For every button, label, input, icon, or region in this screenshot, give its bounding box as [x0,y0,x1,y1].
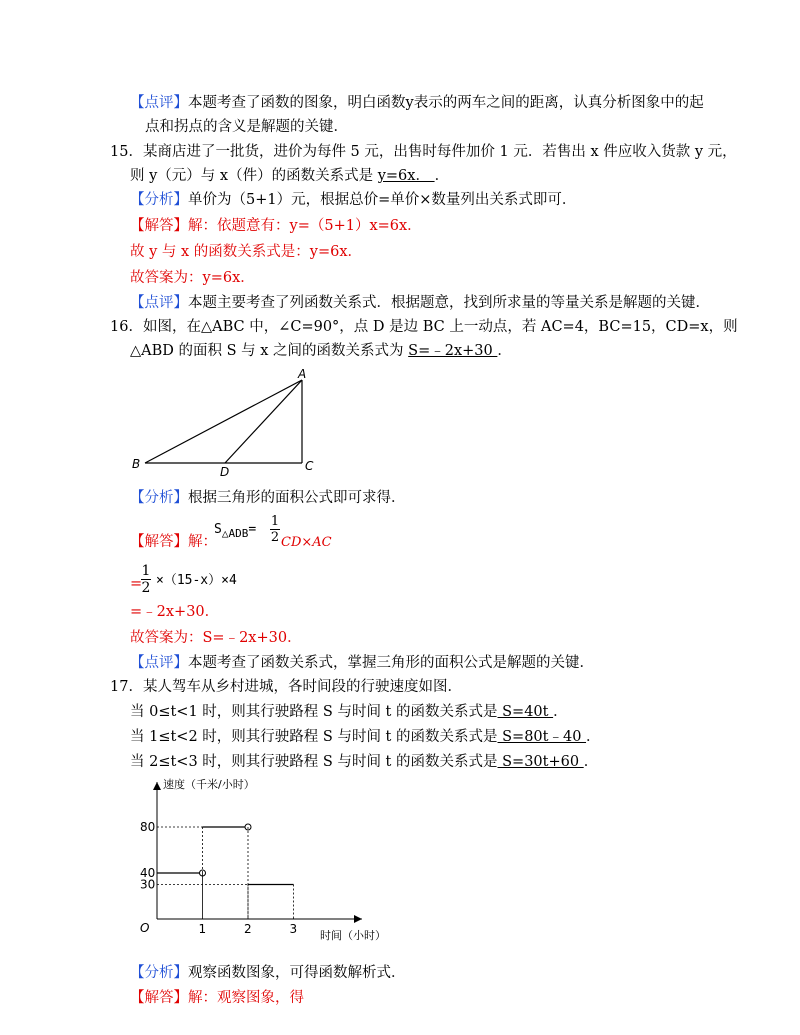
label-d: D [220,465,230,479]
q16-stem-line2: △ABD 的面积 S 与 x 之间的函数关系式为 S=﹣2x+30 ． [130,343,512,359]
x-axis-arrow [354,915,362,923]
q16-solution-tag: 【解答】解： [130,534,217,550]
y-tick-label-40: 40 [140,866,156,880]
comment-tag: 【点评】 [130,95,188,111]
q16-line2-eq: = [130,576,143,592]
y-tick-label-80: 80 [140,820,156,834]
q17-analysis: 【分析】观察函数图象，可得函数解析式． [130,965,406,981]
q15-solution-3: 故答案为：y=6x． [130,270,255,286]
x-axis-label: 时间（小时） [320,929,386,942]
q16-line2-fraction: 1 2 [141,563,151,596]
q17-case-3: 当 2≤t<3 时，则其行驶路程 S 与时间 t 的函数关系式是 S=30t+60 ． [130,754,599,770]
q17-case-2: 当 1≤t<2 时，则其行驶路程 S 与时间 t 的函数关系式是 S=80t﹣40 ． [130,729,601,745]
q15-comment: 【点评】本题主要考查了列函数关系式．根据题意，找到所求量的等量关系是解题的关键． [130,295,710,311]
segment-ab [145,380,302,463]
origin-label: O [140,921,150,935]
triangle-figure [130,365,320,480]
q16-formula-rest: CD×AC [281,535,332,550]
y-axis-arrow [153,782,161,790]
q17-case-1: 当 0≤t<1 时，则其行驶路程 S 与时间 t 的函数关系式是 S=40t ． [130,704,568,720]
q17-solution: 【解答】解：观察图象，得 [130,990,304,1006]
q16-analysis: 【分析】根据三角形的面积公式即可求得． [130,490,406,506]
q15-solution-1: 【解答】解：依题意有：y=（5+1）x=6x． [130,218,422,234]
q16-comment: 【点评】本题考查了函数关系式，掌握三角形的面积公式是解题的关键． [130,655,594,671]
label-b: B [132,457,141,471]
q15-answer-blank: y=6x． [377,168,435,184]
label-c: C [305,459,314,473]
q15-analysis: 【分析】单价为（5+1）元，根据总价=单价×数量列出关系式即可． [130,192,577,208]
segment-ad [225,380,302,463]
q14-comment-line2: 点和拐点的含义是解题的关键． [145,119,348,135]
x-tick-label-2: 2 [244,922,252,936]
x-tick-label-1: 1 [198,922,207,936]
speed-time-chart [130,772,400,947]
q16-line3: =﹣2x+30． [130,604,220,620]
q16-answer-blank: S=﹣2x+30 [408,343,498,359]
q16-line4: 故答案为：S=﹣2x+30． [130,630,302,646]
q14-comment-line1: 【点评】本题考查了函数的图象，明白函数y表示的两车之间的距离，认真分析图象中的起 [130,95,704,111]
y-tick-label-30: 30 [140,877,156,892]
q15-stem-line2: 则 y（元）与 x（件）的函数关系式是 y=6x． ． [130,168,450,184]
x-tick-label-3: 3 [289,922,298,936]
q17-stem: 17．某人驾车从乡村进城，各时间段的行驶速度如图． [110,679,462,695]
q16-line2-rest: ×（15-x）×4 [156,573,237,588]
q15-solution-2: 故 y 与 x 的函数关系式是：y=6x． [130,244,363,260]
q16-area-formula: $S_{\triangle ADB}=$ [214,522,257,540]
q16-fraction: 1 2 [270,514,280,545]
q15-stem-line1: 15．某商店进了一批货，进价为每件 5 元，出售时每件加价 1 元．若售出 x 件应收入货款 y 元， [110,144,737,160]
q16-stem-line1: 16．如图，在△ABC 中，∠C=90°，点 D 是边 BC 上一动点，若 AC=4，BC=15，CD=x，则 [110,319,738,335]
label-a: A [298,367,307,381]
y-axis-label: 速度（千米/小时） [163,778,255,791]
